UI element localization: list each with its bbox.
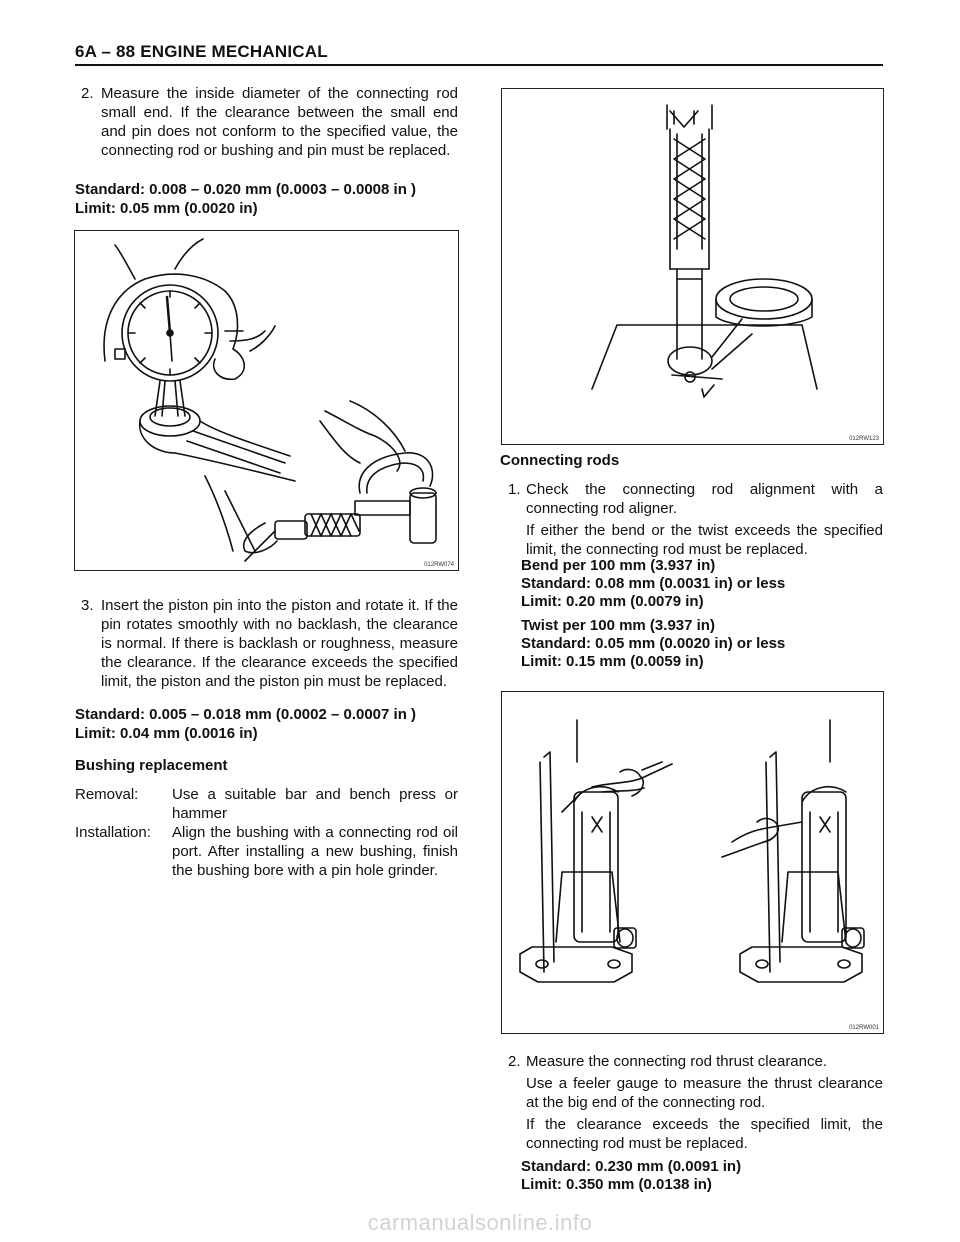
bend-title: Bend per 100 mm (3.937 in): [521, 557, 716, 574]
step-text-2: If either the bend or the twist exceeds the specified limit, the connecting rod must be replaced.: [526, 522, 883, 558]
figure-code: 012RW123: [849, 436, 879, 442]
step-3-piston-pin: [75, 596, 458, 691]
bend-twist-illustration: [502, 692, 883, 1033]
figure-bend-twist-check: [501, 691, 884, 1034]
step-text: Check the connecting rod alignment with a connecting rod aligner.: [526, 481, 883, 517]
limit-value: Limit: 0.04 mm (0.0016 in): [75, 725, 258, 742]
section-heading-bushing: Bushing replacement: [75, 757, 228, 774]
header-rule: [75, 64, 883, 66]
limit-value: Limit: 0.350 mm (0.0138 in): [521, 1176, 712, 1193]
standard-value: Standard: 0.008 – 0.020 mm (0.0003 – 0.0008 in ): [75, 181, 417, 198]
rod-aligner-illustration: [502, 89, 883, 444]
bend-standard: Standard: 0.08 mm (0.0031 in) or less: [521, 575, 786, 592]
twist-title: Twist per 100 mm (3.937 in): [521, 617, 715, 634]
standard-value: Standard: 0.230 mm (0.0091 in): [521, 1158, 742, 1175]
section-heading-connecting-rods: Connecting rods: [500, 452, 620, 469]
installation-label: Installation:: [75, 824, 151, 841]
step-text-3: If the clearance exceeds the specified limit, the connecting rod must be replaced.: [526, 1116, 883, 1152]
figure-rod-aligner: [501, 88, 884, 445]
installation-row: [75, 823, 458, 903]
step-2-small-end: [75, 84, 458, 160]
step-number: 2.: [81, 85, 94, 102]
installation-text: Align the bushing with a connecting rod oil port. After installing a new bushing, finish the bushing bore with a pin hole grinder.: [172, 824, 458, 879]
step-text: Measure the connecting rod thrust clearance.: [526, 1053, 828, 1070]
twist-limit: Limit: 0.15 mm (0.0059 in): [521, 653, 704, 670]
limit-value: Limit: 0.05 mm (0.0020 in): [75, 200, 258, 217]
step-2-thrust-clearance: [500, 1052, 883, 1153]
step-text: Measure the inside diameter of the connecting rod small end. If the clearance between the small end and pin does not conform to the specified value, the connecting rod or bushing and pin must be replaced.: [101, 85, 458, 159]
step-text: Insert the piston pin into the piston and rotate it. If the pin rotates smoothly with no backlash, the clearance is normal. If there is backlash or roughness, measure the clearance. If the clearance exceeds the specified limit, the piston and the piston pin must be replaced.: [101, 597, 458, 690]
watermark: carmanualsonline.info: [367, 1210, 593, 1235]
step-1-alignment: [500, 480, 883, 559]
removal-label: Removal:: [75, 786, 139, 803]
removal-text: Use a suitable bar and bench press or hammer: [172, 786, 458, 822]
figure-code: 012RW074: [424, 562, 454, 568]
standard-value: Standard: 0.005 – 0.018 mm (0.0002 – 0.0007 in ): [75, 706, 417, 723]
bend-limit: Limit: 0.20 mm (0.0079 in): [521, 593, 704, 610]
bore-gauge-illustration: [75, 231, 458, 570]
step-number: 3.: [81, 597, 94, 614]
step-text-2: Use a feeler gauge to measure the thrust clearance at the big end of the connecting rod.: [526, 1075, 883, 1111]
removal-row: [75, 785, 458, 825]
figure-code: 012RW001: [849, 1025, 879, 1031]
figure-bore-gauge: [74, 230, 459, 571]
twist-standard: Standard: 0.05 mm (0.0020 in) or less: [521, 635, 786, 652]
step-number: 1.: [508, 481, 521, 498]
page-header: 6A – 88 ENGINE MECHANICAL: [75, 42, 328, 61]
step-number: 2.: [508, 1053, 521, 1070]
